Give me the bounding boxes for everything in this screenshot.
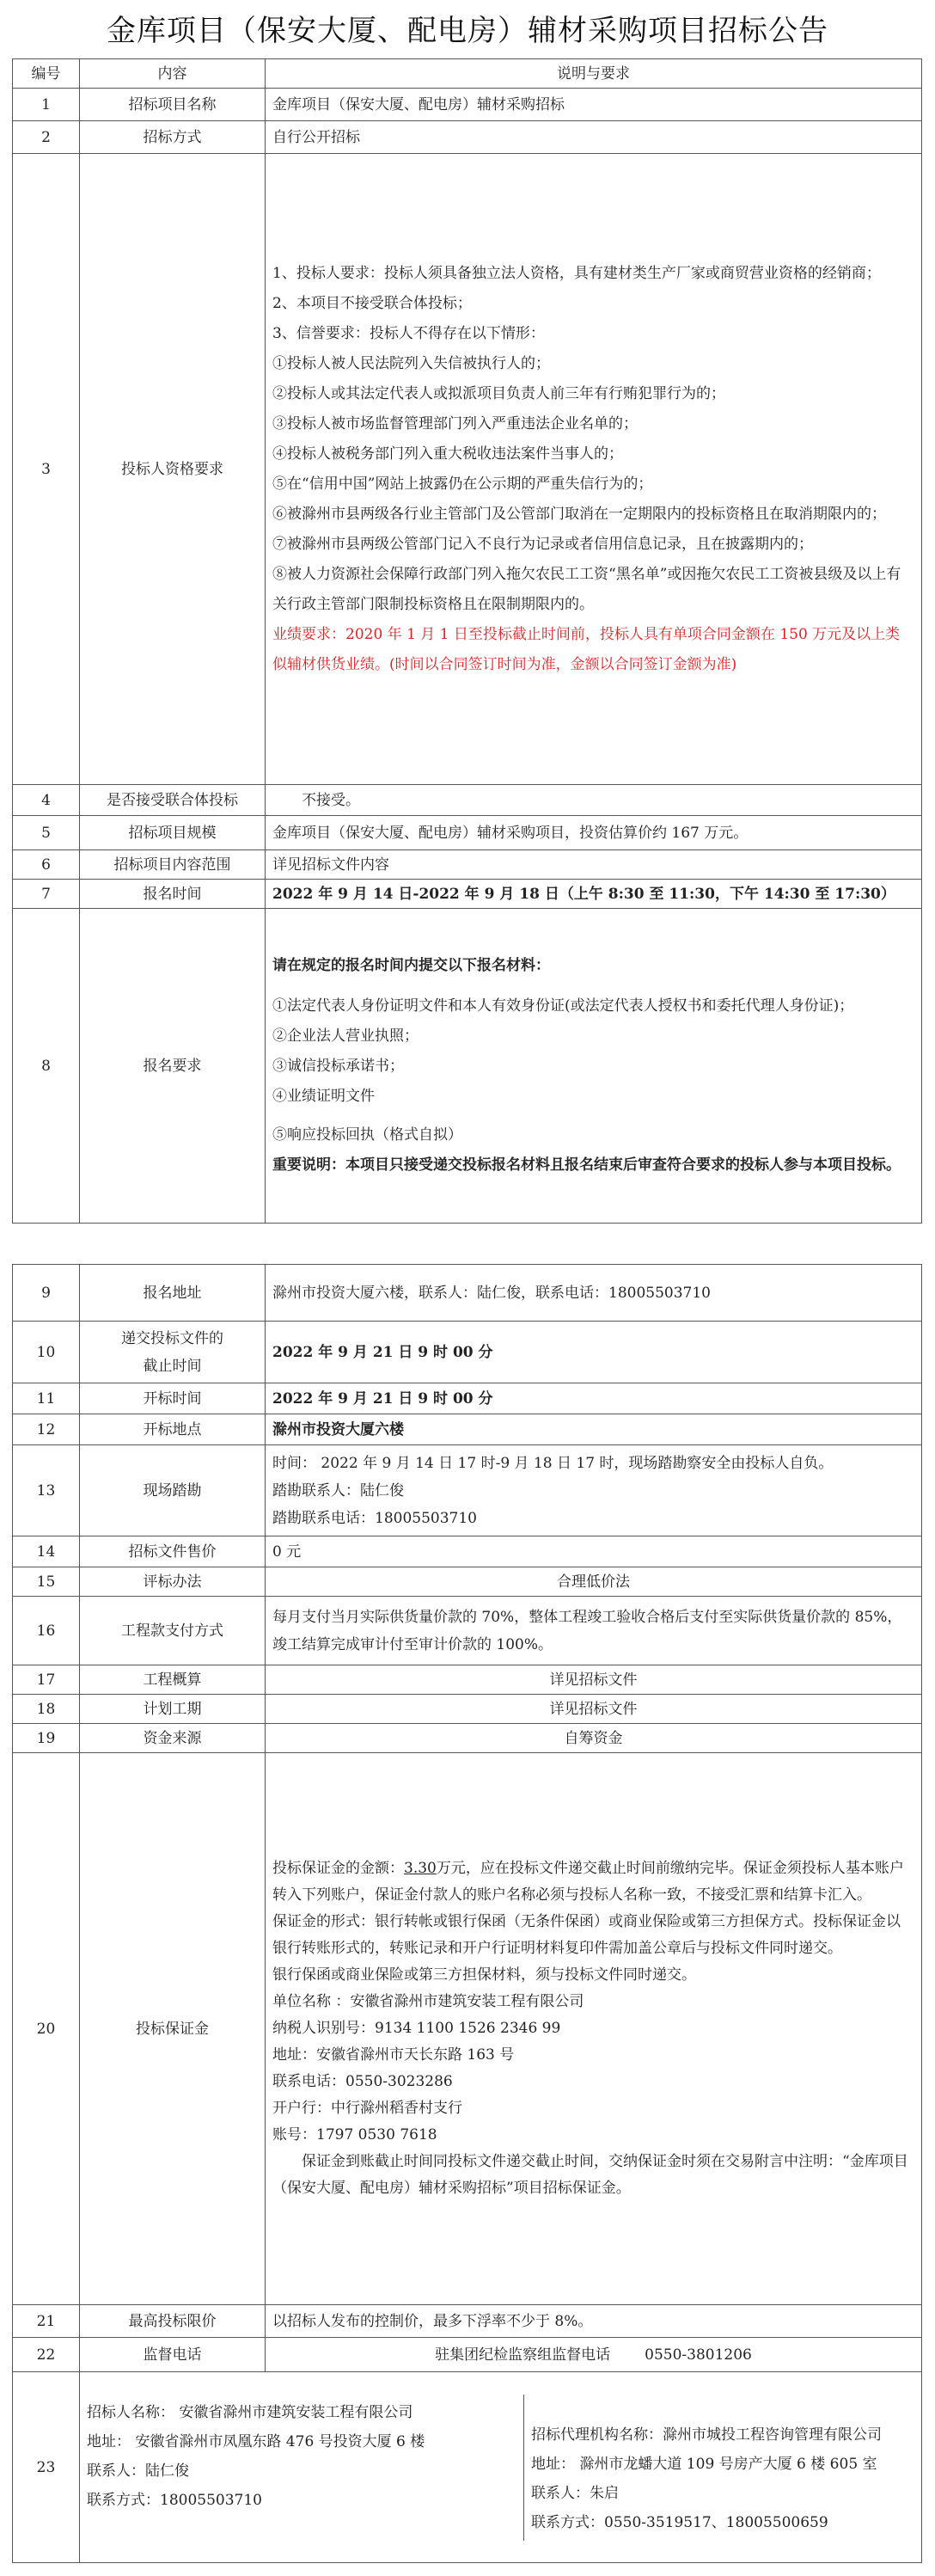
table-row (13, 1567, 922, 1597)
qualification-requirements: 1、投标人要求：投标人须具备独立法人资格，具有建材类生产厂家或商贸营业资格的经销商； 2、本项目不接受联合体投标； 3、信誉要求：投标人不得存在以下情形： ①投标人被人民法院列入失信被执行人的； ②投标人或其法定代表人或拟派项目负责人前三年有行贿犯罪行为的； ③投标人被市场监督管理部门列入严重违法企业名单的； ④投标人被税务部门列入重大税收违法案件当事人的； ⑤在“信用中国”网站上披露仍在公示期的严重失信行为的； ⑥被滁州市县两级各行业主管部门及公管部门取消在一定期限内的投标资格且在取消期限内的； ⑦被滁州市县两级公管部门记入不良行为记录或者信用信息记录，且在披露期内的； ⑧被人力资源社会保障行政部门列入拖欠农民工工资“黑名单”或因拖欠农民工工资被县级及以上有关行政主管部门限制投标资格且在限制期限内的。 业绩要求：2020 年 1 月 1 日至投标截止时间前，投标人具有单项合同金额在 150 万元及以上类似辅材供货业绩。(时间以合同签订时间为准，金额以合同签订金额为准) (266, 154, 922, 785)
row-name: 报名时间 (80, 880, 266, 909)
row-no: 23 (13, 2372, 80, 2563)
row-value: 详见招标文件 (266, 1665, 922, 1695)
table-row (13, 1265, 922, 1322)
row-value: 详见招标文件 (266, 1695, 922, 1724)
table-row (13, 785, 922, 816)
row-name: 计划工期 (80, 1695, 266, 1724)
row-no: 22 (13, 2338, 80, 2372)
table-row (13, 89, 922, 121)
row-value: 每月支付当月实际供货量价款的 70%，整体工程竣工验收合格后支付至实际供货量价款的 85%，竣工结算完成审计付至审计价款的 100%。 (266, 1597, 922, 1665)
row-value: 不接受。 (266, 785, 922, 816)
notice-table-part2 (12, 1264, 922, 2563)
row-no: 20 (13, 1753, 80, 2305)
important-note: 重要说明：本项目只接受递交投标报名材料且报名结束后审查符合要求的投标人参与本项目投标。 (272, 1156, 901, 1174)
table-row (13, 1695, 922, 1724)
header-content: 内容 (80, 59, 266, 89)
row-value: 详见招标文件内容 (266, 850, 922, 880)
row-value: 自行公开招标 (266, 121, 922, 154)
row-name: 资金来源 (80, 1724, 266, 1753)
row-name: 工程概算 (80, 1665, 266, 1695)
row-name: 投标人资格要求 (80, 154, 266, 785)
row-value: 金库项目（保安大厦、配电房）辅材采购项目，投资估算价约 167 万元。 (266, 816, 922, 850)
table-row (13, 1383, 922, 1414)
table-row (13, 880, 922, 909)
row-no: 15 (13, 1567, 80, 1597)
row-no: 17 (13, 1665, 80, 1695)
row-name: 招标方式 (80, 121, 266, 154)
table-row (13, 154, 922, 785)
table-row (13, 1597, 922, 1665)
table-row (13, 1724, 922, 1753)
page-title: 金库项目（保安大厦、配电房）辅材采购项目招标公告 (107, 14, 828, 48)
table-row (13, 2305, 922, 2338)
row-name: 现场踏勘 (80, 1445, 266, 1536)
performance-requirement: 业绩要求：2020 年 1 月 1 日至投标截止时间前，投标人具有单项合同金额在 150 万元及以上类似辅材供货业绩。(时间以合同签订时间为准，金额以合同签订金额为准) (272, 625, 901, 673)
table-row (13, 1536, 922, 1567)
row-name: 招标文件售价 (80, 1536, 266, 1567)
row-value: 滁州市投资大厦六楼 (266, 1414, 922, 1445)
row-no: 4 (13, 785, 80, 816)
row-name: 递交投标文件的 截止时间 (80, 1322, 266, 1383)
table-row (13, 1322, 922, 1383)
row-no: 12 (13, 1414, 80, 1445)
table-row (13, 816, 922, 850)
row-name: 投标保证金 (80, 1753, 266, 2305)
table-header-row (13, 59, 922, 89)
table-row (13, 909, 922, 1224)
table-row (13, 2372, 922, 2563)
row-no: 10 (13, 1322, 80, 1383)
row-name: 报名要求 (80, 909, 266, 1224)
row-value: 0 元 (266, 1536, 922, 1567)
row-no: 13 (13, 1445, 80, 1536)
row-no: 11 (13, 1383, 80, 1414)
row-no: 3 (13, 154, 80, 785)
notice-table-part1 (12, 58, 922, 1224)
row-name: 开标时间 (80, 1383, 266, 1414)
agency-info: 招标代理机构名称：滁州市城投工程咨询管理有限公司 地址： 滁州市龙蟠大道 109 号房产大厦 6 楼 605 室 联系人：朱启 联系方式：0550-3519517、18005500659 (531, 2426, 882, 2531)
row-no: 9 (13, 1265, 80, 1322)
contacts-cell (80, 2372, 922, 2563)
row-no: 6 (13, 850, 80, 880)
row-no: 1 (13, 89, 80, 121)
header-no: 编号 (13, 59, 80, 89)
row-no: 18 (13, 1695, 80, 1724)
table-row (13, 1445, 922, 1536)
table-row (13, 1414, 922, 1445)
row-name: 开标地点 (80, 1414, 266, 1445)
bid-bond: 投标保证金的金额：3.30万元，应在投标文件递交截止时间前缴纳完毕。保证金须投标人基本账户转入下列账户，保证金付款人的账户名称必须与投标人名称一致，不接受汇票和结算卡汇入。 保证金的形式：银行转帐或银行保函（无条件保函）或商业保险或第三方担保方式。投标保证金以银行转账形式的，转账记录和开户行证明材料复印件需加盖公章后与投标文件同时递交。 银行保函或商业保险或第三方担保材料，须与投标文件同时递交。 单位名称 ：安徽省滁州市建筑安装工程有限公司 纳税人识别号：9134 1100 1526 2346 99 地址：安徽省滁州市天长东路 163 号 联系电话：0550-3023286 开户行：中行滁州稻香村支行 账号：1797 0530 7618 保证金到账截止时间同投标文件递交截止时间，交纳保证金时须在交易附言中注明：“金库项目（保安大厦、配电房）辅材采购招标”项目招标保证金。 (266, 1753, 922, 2305)
row-value: 自筹资金 (266, 1724, 922, 1753)
row-name: 招标项目名称 (80, 89, 266, 121)
row-name: 招标项目内容范围 (80, 850, 266, 880)
row-value: 以招标人发布的控制价，最多下浮率不少于 8%。 (266, 2305, 922, 2338)
bond-amount: 3.30 (404, 1860, 437, 1877)
table-row (13, 1753, 922, 2305)
row-name: 评标办法 (80, 1567, 266, 1597)
table-row (13, 850, 922, 880)
row-no: 21 (13, 2305, 80, 2338)
table-row (13, 121, 922, 154)
row-no: 14 (13, 1536, 80, 1567)
row-name: 招标项目规模 (80, 816, 266, 850)
row-name: 工程款支付方式 (80, 1597, 266, 1665)
row-value: 2022 年 9 月 14 日-2022 年 9 月 18 日（上午 8:30 至 11:30，下午 14:30 至 17:30） (266, 880, 922, 909)
row-no: 19 (13, 1724, 80, 1753)
registration-requirements: 请在规定的报名时间内提交以下报名材料： ①法定代表人身份证明文件和本人有效身份证(或法定代表人授权书和委托代理人身份证)； ②企业法人营业执照； ③诚信投标承诺书； ④业绩证明文件 ⑤响应投标回执（格式自拟） 重要说明：本项目只接受递交投标报名材料且报名结束后审查符合要求的投标人参与本项目投标。 (266, 909, 922, 1224)
row-no: 7 (13, 880, 80, 909)
table-row (13, 1665, 922, 1695)
row-no: 8 (13, 909, 80, 1224)
row-name: 是否接受联合体投标 (80, 785, 266, 816)
row-name: 监督电话 (80, 2338, 266, 2372)
row-value: 金库项目（保安大厦、配电房）辅材采购招标 (266, 89, 922, 121)
row-no: 5 (13, 816, 80, 850)
supervision-phone: 0550-3801206 (645, 2346, 752, 2364)
row-value: 驻集团纪检监察组监督电话 0550-3801206 (266, 2338, 922, 2372)
header-desc: 说明与要求 (266, 59, 922, 89)
row-no: 16 (13, 1597, 80, 1665)
row-name: 报名地址 (80, 1265, 266, 1322)
site-visit: 时间： 2022 年 9 月 14 日 17 时-9 月 18 日 17 时，现场踏勘察安全由投标人自负。 踏勘联系人：陆仁俊 踏勘联系电话：18005503710 (266, 1445, 922, 1536)
row-value: 2022 年 9 月 21 日 9 时 00 分 (266, 1322, 922, 1383)
row-value: 合理低价法 (266, 1567, 922, 1597)
row-no: 2 (13, 121, 80, 154)
row-name: 最高投标限价 (80, 2305, 266, 2338)
row-value: 滁州市投资大厦六楼，联系人：陆仁俊，联系电话：18005503710 (266, 1265, 922, 1322)
tenderer-info: 招标人名称： 安徽省滁州市建筑安装工程有限公司 地址： 安徽省滁州市凤凰东路 476 号投资大厦 6 楼 联系人：陆仁俊 联系方式：18005503710 (80, 2395, 524, 2541)
row-value: 2022 年 9 月 21 日 9 时 00 分 (266, 1383, 922, 1414)
table-row (13, 2338, 922, 2372)
